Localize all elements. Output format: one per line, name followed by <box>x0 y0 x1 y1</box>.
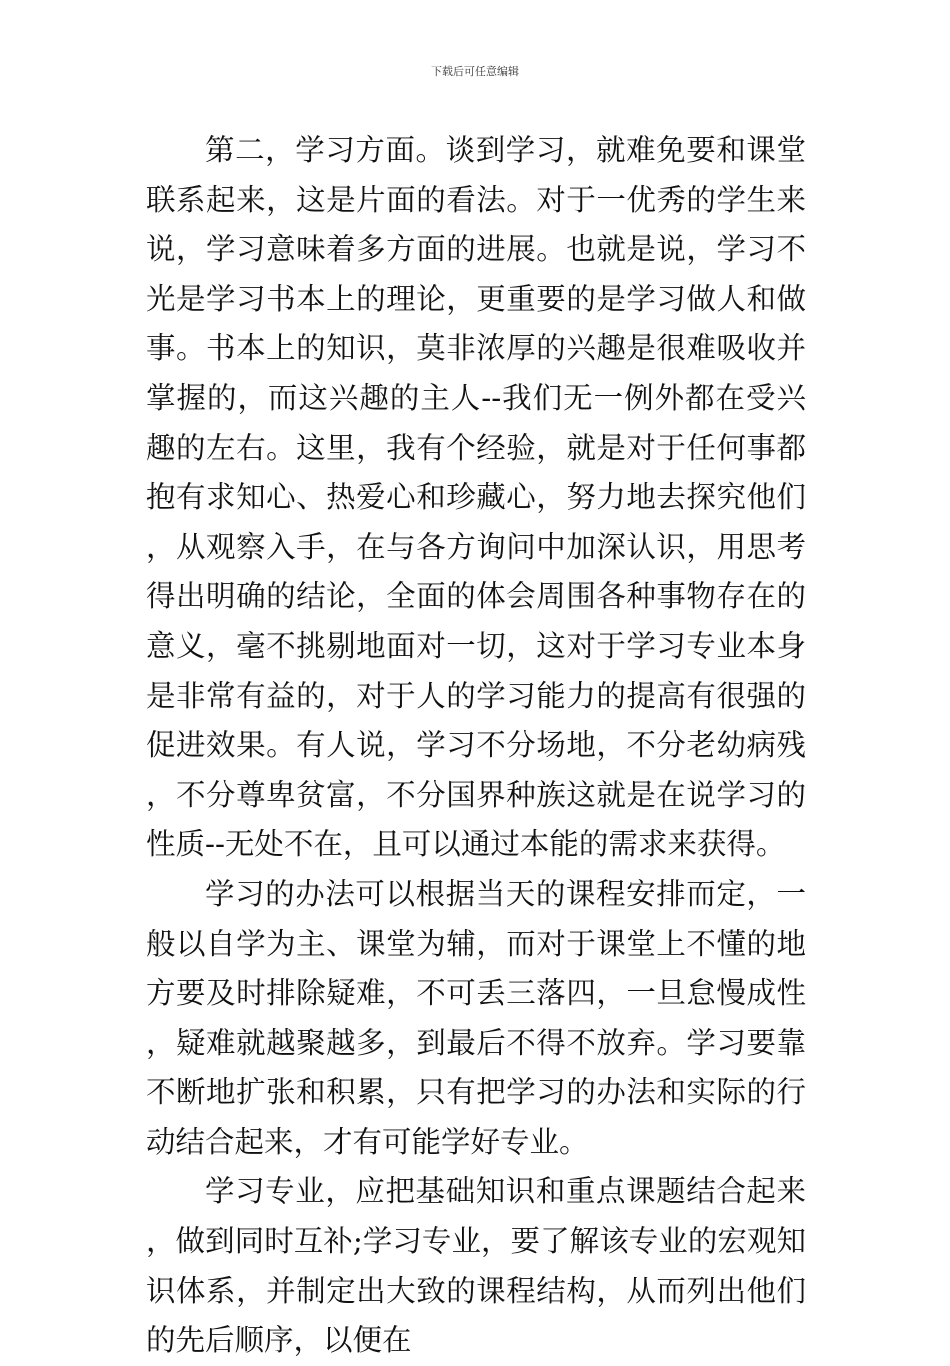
paragraph-study-methods: 学习的办法可以根据当天的课程安排而定，一般以自学为主、课堂为辅，而对于课堂上不懂的地方要及时排除疑难，不可丢三落四，一旦怠慢成性，疑难就越聚越多，到最后不得不放弃。学习要靠不断地扩张和积累，只有把学习的办法和实际的行动结合起来，才有可能学好专业。 <box>146 876 806 1159</box>
paragraph-study-major: 学习专业，应把基础知识和重点课题结合起来，做到同时互补;学习专业，要了解该专业的宏观知识体系，并制定出大致的课程结构，从而列出他们的先后顺序，以便在 <box>146 1174 806 1358</box>
paragraph-study-aspects: 第二，学习方面。谈到学习，就难免要和课堂联系起来，这是片面的看法。对于一优秀的学生来说，学习意味着多方面的进展。也就是说，学习不光是学习书本上的理论，更重要的是学习做人和做事。书本上的知识，莫非浓厚的兴趣是很难吸收并掌握的，而这兴趣的主人--我们无一例外都在受兴趣的左右。这里，我有个经验，就是对于任何事都抱有求知心、热爱心和珍藏心，努力地去探究他们，从观察入手，在与各方询问中加深认识，用思考得出明确的结论，全面的体会周围各种事物存在的意义，毫不挑剔地面对一切，这对于学习专业本身是非常有益的，对于人的学习能力的提高有很强的促进效果。有人说，学习不分场地，不分老幼病残，不分尊卑贫富，不分国界种族这就是在说学习的性质--无处不在，且可以通过本能的需求来获得。 <box>146 133 806 862</box>
page-header: 下载后可任意编辑 <box>431 65 519 78</box>
document-body <box>146 126 806 1366</box>
